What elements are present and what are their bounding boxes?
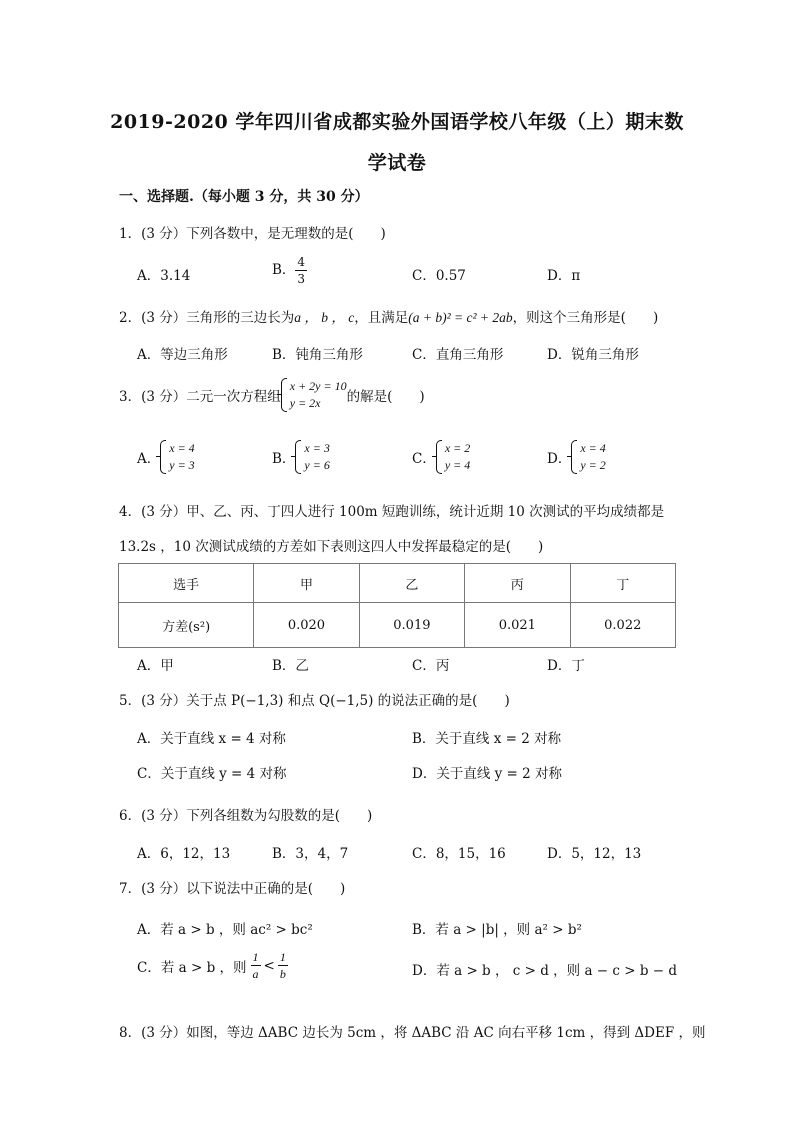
q2-expression: (a + b)² = c² + 2ab [408,310,513,325]
title-line-1: 2019-2020 学年四川省成都实验外国语学校八年级（上）期末数 [110,111,684,133]
q5-option-d: D．关于直线 y = 2 对称 [412,766,563,782]
q2-option-d: D．锐角三角形 [547,347,639,363]
q1-option-b [272,256,307,285]
q5-option-b: B．关于直线 x = 2 对称 [412,731,562,747]
q1-option-d: D．π [547,268,581,284]
q3-a-line-2: y = 3 [169,458,195,472]
table-row-label: 方差(s²) [119,603,254,648]
question-6: 6．(3 分）下列各组数为勾股数的是( ) [119,808,373,824]
table-cell: 0.020 [254,603,359,648]
q3-text-2: 的解是( ) [346,389,425,405]
q3-option-d [547,440,606,474]
q1-option-a: A．3.14 [137,268,191,284]
q2-text-2: ，且满足 [354,310,409,326]
brace [436,440,442,474]
q2-option-b: B．钝角三角形 [272,347,363,363]
q3-option-c [412,440,470,474]
q6-option-a: A．6，12，13 [137,846,231,862]
fraction [251,951,261,980]
option-label: B． [272,451,296,467]
q3-c-line-1: x = 2 [444,441,471,455]
q4-option-b: B．乙 [272,658,309,674]
fraction-denominator: 3 [297,272,306,286]
q3-equation-1: x + 2y = 10 [289,379,347,393]
q4-option-a: A．甲 [137,658,174,674]
q3-d-line-2: y = 2 [580,458,606,472]
q7-option-b: B．若 a > |b| ，则 a² > b² [412,922,582,938]
q3-b-line-1: x = 3 [304,441,330,455]
q2-variables: a ， b ， c [294,310,355,325]
table-header: 选手 [119,564,254,603]
q5-option-c: C．关于直线 y = 4 对称 [137,766,287,782]
q4-option-d: D．丁 [547,658,585,674]
fraction-numerator: 1 [279,950,286,964]
question-4-line-1: 4．(3 分）甲、乙、丙、丁四人进行 100m 短跑训练，统计近期 10 次测试的平均成绩都是 [119,504,665,520]
brace [295,440,301,474]
q3-b-line-2: y = 6 [304,458,330,472]
less-than-sign: < [263,957,275,974]
option-label: C． [412,451,436,467]
q5-option-a: A．关于直线 x = 4 对称 [137,731,286,747]
section-heading: 一、选择题.（每小题 3 分，共 30 分） [119,189,369,205]
fraction [278,951,288,980]
q2-text-3: ，则这个三角形是( ) [512,310,659,326]
q3-a-line-1: x = 4 [169,441,195,455]
table-header: 甲 [254,564,359,603]
question-8: 8．(3 分）如图，等边 ΔABC 边长为 5cm ，将 ΔABC 沿 AC 向右平移 1cm ，得到 ΔDEF ，则 [119,1025,706,1041]
table-cell: 0.022 [570,603,675,648]
question-7: 7．(3 分）以下说法中正确的是( ) [119,881,346,897]
q7-option-a: A．若 a > b ，则 ac² > bc² [137,922,313,938]
title-line-2: 学试卷 [367,152,427,174]
fraction-numerator: 4 [297,255,306,269]
q2-text-1: 2．(3 分）三角形的三边长为 [119,310,295,326]
table-header: 乙 [359,564,464,603]
q6-option-d: D．5，12，13 [547,846,642,862]
fraction-numerator: 1 [252,950,259,964]
question-5: 5．(3 分）关于点 P(−1,3) 和点 Q(−1,5) 的说法正确的是( ) [119,693,510,709]
q3-option-b [272,440,330,474]
q7-option-c [137,951,288,980]
fraction-denominator: b [279,967,286,981]
question-1: 1．(3 分）下列各数中，是无理数的是( ) [119,226,386,242]
q3-c-line-2: y = 4 [444,458,471,472]
brace [571,440,577,474]
q1-option-b-label: B． [272,262,296,278]
question-3 [119,378,425,412]
brace [160,440,166,474]
table-header: 丙 [465,564,570,603]
option-label: D． [547,451,572,467]
q3-equation-2: y = 2x [289,396,321,410]
q3-text-1: 3．(3 分）二元一次方程组 [119,389,281,405]
question-4-line-2: 13.2s ，10 次测试成绩的方差如下表则这四人中发挥最稳定的是( ) [119,539,544,555]
variance-table [118,563,676,648]
table-cell: 0.019 [359,603,464,648]
brace [281,378,287,412]
q6-option-c: C．8，15，16 [412,846,506,862]
q1-option-c: C．0.57 [412,268,466,284]
q3-d-line-1: x = 4 [580,441,606,455]
q4-option-c: C．丙 [412,658,450,674]
q6-option-b: B．3，4，7 [272,846,349,862]
q3-option-a [137,440,195,474]
option-label: A． [137,451,161,467]
q3-equation-system [281,378,347,412]
table-header: 丁 [570,564,675,603]
q2-option-c: C．直角三角形 [412,347,504,363]
table-cell: 0.021 [465,603,570,648]
q7-option-d: D．若 a > b ， c > d ，则 a − c > b − d [412,963,678,979]
fraction-denominator: a [252,967,259,981]
option-label: C．若 a > b ，则 [137,959,247,976]
q2-option-a: A．等边三角形 [137,347,228,363]
question-2 [119,306,658,326]
q1-option-b-fraction [295,256,307,285]
